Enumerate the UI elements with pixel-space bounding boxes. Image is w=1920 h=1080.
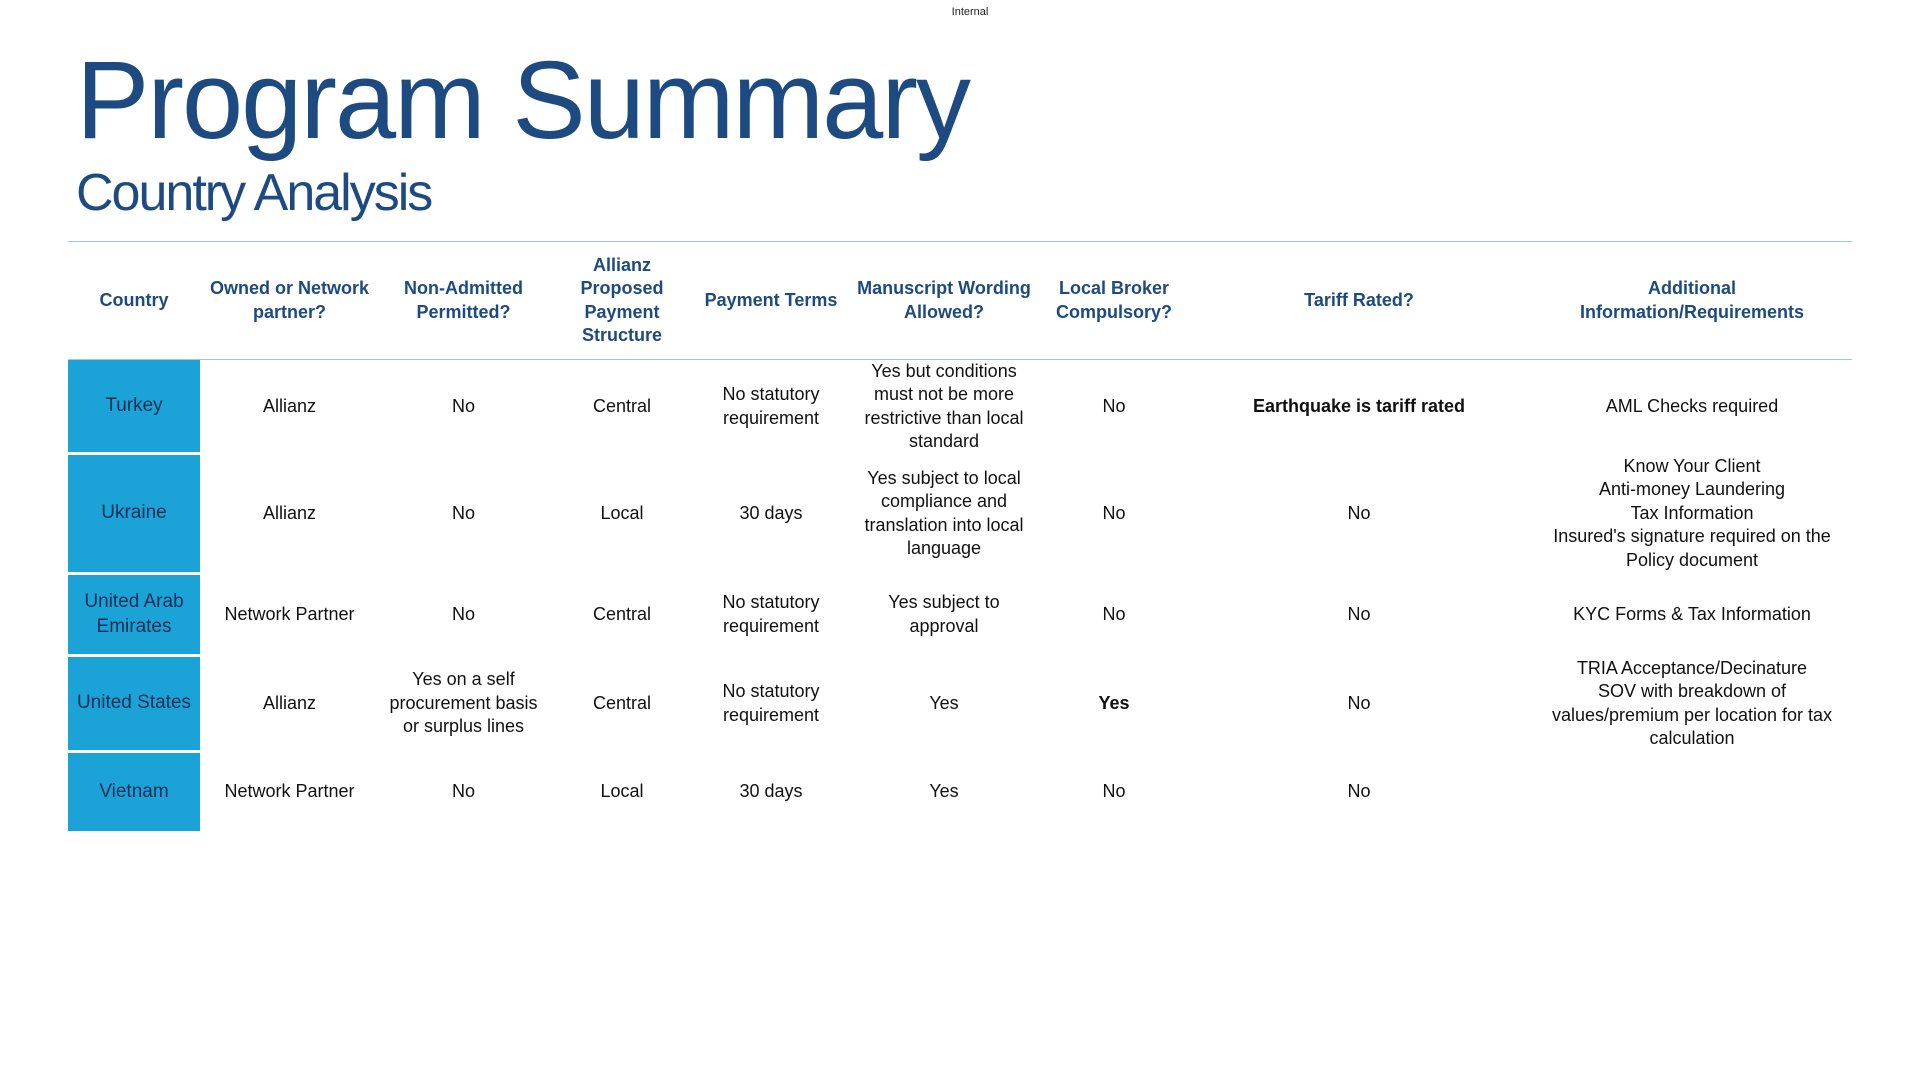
- classification-label: Internal: [951, 6, 989, 18]
- local-broker-cell: No: [1102, 502, 1126, 523]
- country-cell: Ukraine: [68, 454, 200, 574]
- tariff-cell: Earthquake is tariff rated: [1252, 396, 1466, 417]
- tariff-cell: No: [1347, 781, 1371, 802]
- payment-structure-cell: Local: [600, 502, 644, 523]
- manuscript-cell: Yes but conditions must not be more restrictive than local standard: [864, 361, 1024, 452]
- additional-cell: [1532, 656, 1852, 752]
- payment-structure-cell: Central: [592, 396, 652, 417]
- country-cell: Turkey: [68, 360, 200, 454]
- country-cell: United Arab Emirates: [68, 574, 200, 656]
- header-manuscript: Manuscript Wording Allowed?: [846, 242, 1042, 360]
- header-owned: Owned or Network partner?: [200, 242, 379, 360]
- additional-cell: [1532, 454, 1852, 574]
- additional-line: KYC Forms & Tax Information: [1573, 603, 1811, 624]
- owned-cell: Allianz: [262, 692, 317, 713]
- non-admitted-cell: Yes on a self procurement basis or surplus lines: [389, 669, 538, 737]
- header-local-broker: Local Broker Compulsory?: [1042, 242, 1186, 360]
- header-payment-terms: Payment Terms: [696, 242, 846, 360]
- page-subtitle: Country Analysis: [76, 164, 432, 222]
- manuscript-cell: Yes: [929, 692, 959, 713]
- header-payment-structure: Allianz Proposed Payment Structure: [548, 242, 696, 360]
- header-non-admitted: Non-Admitted Permitted?: [379, 242, 548, 360]
- owned-cell: Allianz: [262, 502, 317, 523]
- local-broker-cell: No: [1102, 603, 1126, 624]
- header-additional: Additional Information/Requirements: [1532, 242, 1852, 360]
- payment-terms-cell: No statutory requirement: [722, 592, 820, 636]
- table-row: [68, 454, 1852, 574]
- additional-line: Insured's signature required on the Policy document: [1553, 526, 1831, 570]
- tariff-cell: No: [1347, 692, 1371, 713]
- table-row: [68, 360, 1852, 454]
- header-tariff: Tariff Rated?: [1186, 242, 1532, 360]
- tariff-cell: No: [1347, 502, 1371, 523]
- additional-cell: [1532, 360, 1852, 454]
- payment-terms-cell: No statutory requirement: [722, 681, 820, 725]
- additional-line: SOV with breakdown of values/premium per location for tax calculation: [1551, 681, 1833, 748]
- tariff-cell: No: [1347, 603, 1371, 624]
- additional-line: Know Your Client: [1623, 456, 1761, 477]
- additional-line: Anti-money Laundering: [1598, 479, 1786, 500]
- country-cell: Vietnam: [68, 752, 200, 833]
- table-row: [68, 752, 1852, 833]
- owned-cell: Network Partner: [224, 781, 355, 802]
- payment-terms-cell: No statutory requirement: [722, 384, 820, 428]
- owned-cell: Network Partner: [224, 603, 355, 624]
- non-admitted-cell: No: [451, 396, 475, 417]
- local-broker-cell: No: [1102, 396, 1126, 417]
- table-row: [68, 574, 1852, 656]
- payment-terms-cell: 30 days: [739, 781, 803, 802]
- additional-line: Tax Information: [1630, 502, 1754, 523]
- owned-cell: Allianz: [262, 396, 317, 417]
- local-broker-cell: Yes: [1098, 692, 1130, 713]
- manuscript-cell: Yes: [929, 781, 959, 802]
- payment-structure-cell: Central: [592, 603, 652, 624]
- page-title: Program Summary: [76, 39, 969, 162]
- table-row: [68, 656, 1852, 752]
- additional-line: AML Checks required: [1605, 396, 1779, 417]
- non-admitted-cell: No: [451, 502, 475, 523]
- country-cell: United States: [68, 656, 200, 752]
- payment-terms-cell: 30 days: [739, 502, 803, 523]
- non-admitted-cell: No: [451, 781, 475, 802]
- manuscript-cell: Yes subject to local compliance and translation into local language: [864, 467, 1024, 558]
- additional-cell: [1532, 574, 1852, 656]
- local-broker-cell: No: [1102, 781, 1126, 802]
- payment-structure-cell: Central: [592, 692, 652, 713]
- additional-cell: [1532, 752, 1852, 833]
- additional-line: TRIA Acceptance/Decinature: [1576, 657, 1808, 678]
- manuscript-cell: Yes subject to approval: [888, 592, 1000, 636]
- country-analysis-table: [68, 241, 1852, 834]
- payment-structure-cell: Local: [600, 781, 644, 802]
- header-country: Country: [68, 242, 200, 360]
- non-admitted-cell: No: [451, 603, 475, 624]
- table-header-row: [68, 242, 1852, 360]
